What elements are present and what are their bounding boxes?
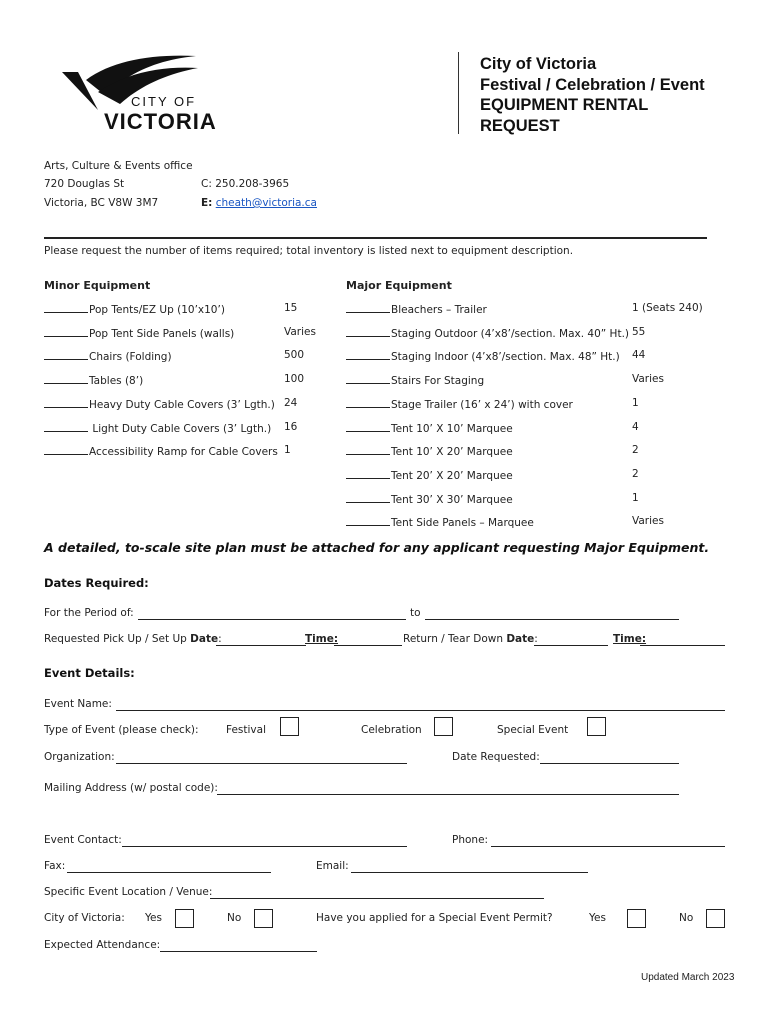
site-plan-note: A detailed, to-scale site plan must be attached for any applicant requesting Major Equipment. <box>44 540 710 555</box>
section-divider <box>44 237 707 239</box>
major-item <box>346 349 620 363</box>
pickup-row <box>44 633 222 645</box>
major-item-inventory: 44 <box>632 349 646 362</box>
major-item-label: Tent 10’ X 10’ Marquee <box>391 422 513 435</box>
type-celebration-label: Celebration <box>361 724 422 736</box>
event-location-field[interactable] <box>210 898 544 899</box>
organization-label: Organization: <box>44 751 115 763</box>
dates-heading: Dates Required: <box>44 576 149 590</box>
major-item <box>346 326 629 340</box>
phone-field[interactable] <box>491 846 725 847</box>
updated-date: Updated March 2023 <box>641 972 735 983</box>
major-item-label: Staging Indoor (4’x8’/section. Max. 48” Ht.) <box>391 351 620 364</box>
minor-item-inventory: 100 <box>284 373 305 386</box>
major-item <box>346 302 487 316</box>
permit-yes-label: Yes <box>589 912 606 924</box>
minor-item <box>44 444 278 458</box>
minor-item <box>44 302 225 316</box>
minor-item-label: Accessibility Ramp for Cable Covers <box>89 446 278 459</box>
pickup-time-label: Time: <box>305 633 339 645</box>
major-quantity-field[interactable] <box>346 421 390 432</box>
major-item-inventory: 2 <box>632 444 639 457</box>
major-item-inventory: 1 (Seats 240) <box>632 302 703 314</box>
date-requested-field[interactable] <box>540 763 679 764</box>
major-quantity-field[interactable] <box>346 397 390 408</box>
minor-item-label: Light Duty Cable Covers (3’ Lgth.) <box>89 422 272 435</box>
minor-equipment-heading: Minor Equipment <box>44 279 151 292</box>
phone-label: Phone: <box>452 834 489 846</box>
event-contact-field[interactable] <box>122 846 407 847</box>
logo-text-city-of: CITY OF <box>131 94 197 109</box>
major-item-inventory: 55 <box>632 325 646 338</box>
return-row <box>403 633 538 645</box>
pickup-time-field[interactable] <box>334 645 402 646</box>
cov-yes-checkbox[interactable] <box>175 909 194 928</box>
date-requested-label: Date Requested: <box>452 751 540 763</box>
major-item <box>346 492 513 506</box>
type-special-event-checkbox[interactable] <box>587 717 606 736</box>
contact-email-row <box>201 197 317 209</box>
permit-question: Have you applied for a Special Event Permit? <box>316 912 553 924</box>
cov-yes-label: Yes <box>145 912 162 924</box>
event-details-heading: Event Details: <box>44 666 135 680</box>
return-time-field[interactable] <box>640 645 725 646</box>
contact-phone: C: 250.208-3965 <box>201 178 290 190</box>
event-type-label: Type of Event (please check): <box>44 724 199 736</box>
major-item <box>346 468 513 482</box>
major-quantity-field[interactable] <box>346 515 390 526</box>
contact-office: Arts, Culture & Events office <box>44 160 193 172</box>
minor-item-inventory: 15 <box>284 302 298 314</box>
major-quantity-field[interactable] <box>346 492 390 503</box>
major-item-label: Tent 10’ X 20’ Marquee <box>391 446 513 459</box>
title-line-4: REQUEST <box>480 116 560 135</box>
major-item-inventory: 1 <box>632 396 639 409</box>
major-quantity-field[interactable] <box>346 373 390 384</box>
minor-item-label: Pop Tent Side Panels (walls) <box>89 327 235 340</box>
expected-attendance-field[interactable] <box>160 951 317 952</box>
permit-no-checkbox[interactable] <box>706 909 725 928</box>
email-label: Email: <box>316 860 349 872</box>
organization-field[interactable] <box>116 763 407 764</box>
minor-item <box>44 349 172 363</box>
major-quantity-field[interactable] <box>346 468 390 479</box>
return-time-label: Time: <box>613 633 647 645</box>
major-quantity-field[interactable] <box>346 302 390 313</box>
major-item <box>346 515 534 529</box>
major-item-label: Bleachers – Trailer <box>391 304 487 316</box>
event-name-field[interactable] <box>116 710 725 711</box>
major-quantity-field[interactable] <box>346 349 390 360</box>
minor-item-label: Heavy Duty Cable Covers (3’ Lgth.) <box>89 398 275 411</box>
period-to-label: to <box>410 607 421 619</box>
minor-quantity-field[interactable] <box>44 349 88 360</box>
fax-label: Fax: <box>44 860 66 872</box>
mailing-address-label: Mailing Address (w/ postal code): <box>44 782 218 794</box>
period-end-field[interactable] <box>425 619 679 620</box>
minor-quantity-field[interactable] <box>44 421 88 432</box>
instructions: Please request the number of items required; total inventory is listed next to equipment description. <box>44 245 574 257</box>
return-date-word: Date <box>506 633 535 645</box>
major-item-label: Tent 20’ X 20’ Marquee <box>391 469 513 482</box>
expected-attendance-label: Expected Attendance: <box>44 939 161 951</box>
major-item-inventory: 2 <box>632 467 639 480</box>
pickup-date-field[interactable] <box>216 645 306 646</box>
period-start-field[interactable] <box>138 619 406 620</box>
title-line-1: City of Victoria <box>480 55 597 73</box>
permit-no-label: No <box>679 912 694 924</box>
pickup-date-word: Date <box>190 633 219 645</box>
mailing-address-field[interactable] <box>217 794 679 795</box>
type-festival-checkbox[interactable] <box>280 717 299 736</box>
minor-quantity-field[interactable] <box>44 397 88 408</box>
major-item <box>346 444 513 458</box>
return-date-colon: : <box>534 633 538 645</box>
type-festival-label: Festival <box>226 724 266 736</box>
event-name-label: Event Name: <box>44 698 112 710</box>
title-line-2: Festival / Celebration / Event <box>480 75 705 94</box>
return-label: Return / Tear Down <box>403 633 507 645</box>
city-logo <box>58 52 233 132</box>
major-item-label: Stage Trailer (16’ x 24’) with cover <box>391 398 573 411</box>
city-of-victoria-label: City of Victoria: <box>44 912 125 924</box>
minor-item <box>44 326 234 340</box>
major-item-inventory: Varies <box>632 515 664 528</box>
major-item-label: Tent Side Panels – Marquee <box>391 517 534 530</box>
minor-item-inventory: 16 <box>284 420 298 433</box>
major-equipment-heading: Major Equipment <box>346 279 452 292</box>
minor-item <box>44 397 275 411</box>
minor-quantity-field[interactable] <box>44 444 88 455</box>
type-celebration-checkbox[interactable] <box>434 717 453 736</box>
contact-city: Victoria, BC V8W 3M7 <box>44 197 159 209</box>
title-line-3: EQUIPMENT RENTAL <box>480 96 649 114</box>
cov-no-label: No <box>227 912 242 924</box>
major-item-label: Tent 30’ X 30’ Marquee <box>391 493 513 506</box>
header-divider <box>458 52 459 134</box>
period-label: For the Period of: <box>44 607 134 619</box>
return-date-field[interactable] <box>534 645 608 646</box>
major-quantity-field[interactable] <box>346 326 390 337</box>
major-item <box>346 373 484 387</box>
minor-item-inventory: 500 <box>284 349 305 362</box>
minor-item <box>44 373 143 387</box>
email-field[interactable] <box>351 872 588 873</box>
minor-item <box>44 421 271 435</box>
event-contact-label: Event Contact: <box>44 834 122 846</box>
minor-quantity-field[interactable] <box>44 373 88 384</box>
minor-item-inventory: Varies <box>284 325 316 338</box>
page-title <box>480 54 705 136</box>
minor-item-label: Pop Tents/EZ Up (10’x10’) <box>89 304 225 316</box>
minor-quantity-field[interactable] <box>44 302 88 313</box>
cov-no-checkbox[interactable] <box>254 909 273 928</box>
major-item-label: Stairs For Staging <box>391 375 485 388</box>
permit-yes-checkbox[interactable] <box>627 909 646 928</box>
contact-street: 720 Douglas St <box>44 178 125 190</box>
minor-item-label: Tables (8’) <box>89 375 144 388</box>
contact-email-link[interactable]: cheath@victoria.ca <box>215 197 317 209</box>
minor-item-label: Chairs (Folding) <box>89 351 172 364</box>
major-quantity-field[interactable] <box>346 444 390 455</box>
major-item-inventory: 4 <box>632 420 639 433</box>
pickup-label: Requested Pick Up / Set Up <box>44 633 191 645</box>
logo-text-victoria: VICTORIA <box>104 109 217 134</box>
event-location-label: Specific Event Location / Venue: <box>44 886 213 898</box>
pickup-date-colon: : <box>218 633 222 645</box>
minor-item-inventory: 1 <box>284 444 291 457</box>
major-item <box>346 397 573 411</box>
type-special-event-label: Special Event <box>497 724 569 736</box>
major-item-inventory: 1 <box>632 491 639 504</box>
minor-quantity-field[interactable] <box>44 326 88 337</box>
fax-field[interactable] <box>67 872 271 873</box>
major-item-inventory: Varies <box>632 373 664 386</box>
minor-item-inventory: 24 <box>284 396 298 409</box>
major-item <box>346 421 513 435</box>
contact-email-label: E: <box>201 197 213 209</box>
major-item-label: Staging Outdoor (4’x8’/section. Max. 40” Ht.) <box>391 327 630 340</box>
